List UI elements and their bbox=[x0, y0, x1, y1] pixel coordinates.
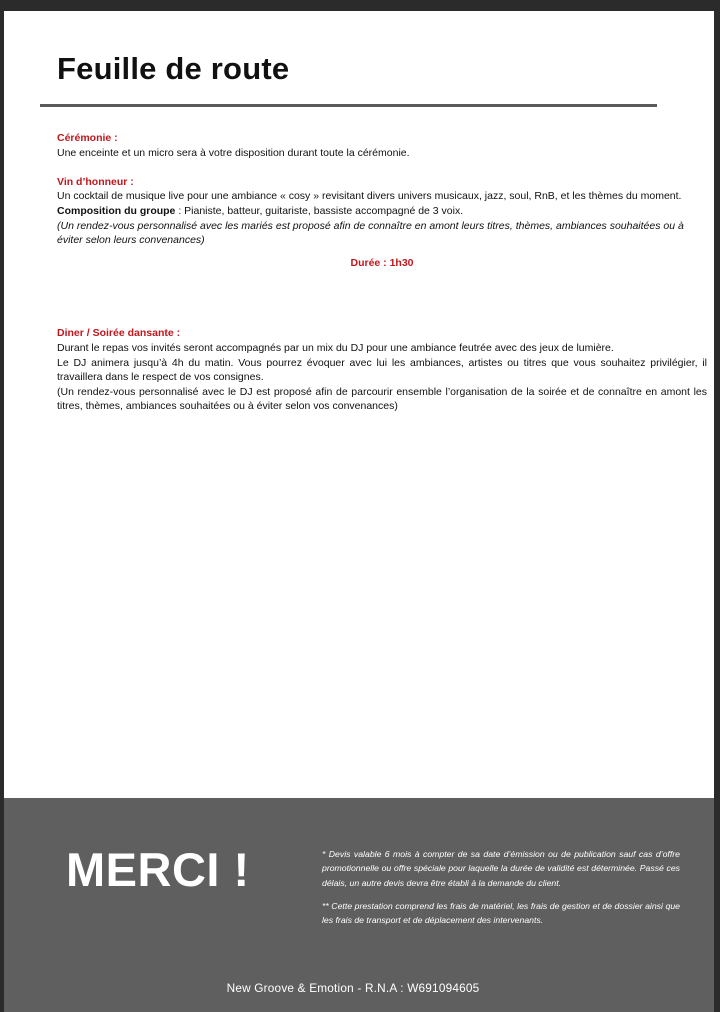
page-title: Feuille de route bbox=[57, 51, 290, 86]
title-divider bbox=[40, 104, 657, 107]
diner-note: (Un rendez-vous personnalisé avec le DJ est proposé afin de parcourir ensemble l’organisation de la soirée et de connaître en amont les titres, thèmes, ambiances souhaitées ou à éviter selon vos convenances) bbox=[57, 385, 707, 413]
spacer bbox=[57, 270, 707, 326]
footer-note-services: ** Cette prestation comprend les frais de matériel, les frais de gestion et de dossier ainsi que les frais de transport et de déplacement des intervenants. bbox=[322, 900, 680, 926]
diner-text-1: Durant le repas vos invités seront accompagnés par un mix du DJ pour une ambiance feutrée avec des jeux de lumière. bbox=[57, 341, 614, 354]
ceremonie-heading: Cérémonie : bbox=[57, 132, 118, 144]
ceremonie-text: Une enceinte et un micro sera à votre disposition durant toute la cérémonie. bbox=[57, 146, 410, 159]
composition-text: : Pianiste, batteur, guitariste, bassiste accompagné de 3 voix. bbox=[175, 204, 464, 217]
document-page bbox=[4, 11, 714, 1012]
composition-line bbox=[57, 204, 707, 219]
footer-notes bbox=[322, 847, 680, 927]
section-diner bbox=[57, 326, 707, 414]
footer-banner bbox=[4, 798, 714, 1012]
duree-label: Durée : 1h30 bbox=[350, 256, 414, 269]
section-vin-honneur bbox=[57, 175, 707, 271]
merci-heading: MERCI ! bbox=[66, 843, 250, 896]
diner-heading: Diner / Soirée dansante : bbox=[57, 327, 181, 340]
vin-honneur-heading: Vin d’honneur : bbox=[57, 175, 134, 188]
footer-note-validity: * Devis valable 6 mois à compter de sa date d’émission ou de publication sauf cas d’offre promotionnelle ou offre spéciale pour laquelle la durée de validité est déterminée. Passé ces délais, un autre devis devra être établi à la demande du client. bbox=[322, 849, 680, 888]
company-info: New Groove & Emotion - R.N.A : W691094605 bbox=[226, 981, 480, 995]
vin-honneur-note: (Un rendez-vous personnalisé avec les mariés est proposé afin de connaître en amont leurs titres, thèmes, ambiances souhaitées ou à éviter selon leurs convenances) bbox=[57, 219, 684, 247]
composition-label: Composition du groupe bbox=[57, 204, 176, 217]
vin-honneur-text: Un cocktail de musique live pour une ambiance « cosy » revisitant divers univers musicaux, jazz, soul, RnB, et les thèmes du moment. bbox=[57, 190, 682, 203]
document-body bbox=[57, 131, 707, 414]
diner-text-2: Le DJ animera jusqu’à 4h du matin. Vous pourrez évoquer avec lui les ambiances, artistes ou titres que vous souhaitez privilégier, il travaillera dans le respect de vos consignes. bbox=[57, 356, 707, 384]
spacer bbox=[57, 160, 707, 175]
section-ceremonie bbox=[57, 131, 707, 160]
